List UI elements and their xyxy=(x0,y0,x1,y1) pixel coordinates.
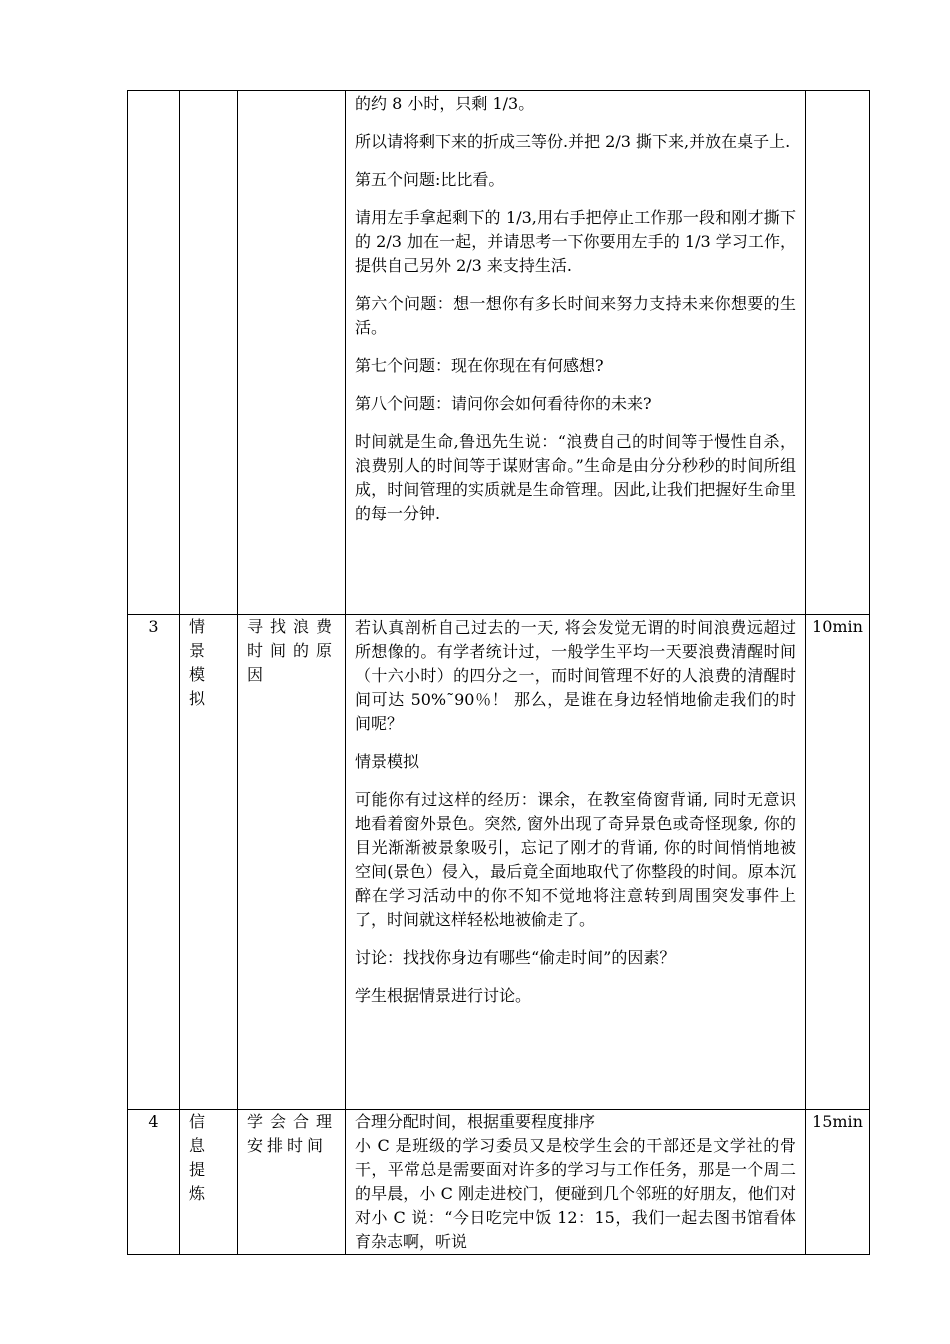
content-paragraph: 小 C 是班级的学习委员又是校学生会的干部还是文学社的骨干，平常总是需要面对许多的学习与工作任务，那是一个周二的早晨，小 C 刚走进校门，便碰到几个邻班的好朋友，他们对对小 C 说：“今日吃完中饭 12：15，我们一起去图书馆看体育杂志啊，听说 xyxy=(355,1136,796,1251)
step-time: 10min xyxy=(806,615,870,1110)
row-number: 3 xyxy=(128,615,180,1110)
content-paragraph: 时间就是生命,鲁迅先生说：“浪费自己的时间等于慢性自杀，浪费别人的时间等于谋财害命。”生命是由分分秒秒的时间所组成，时间管理的实质就是生命管理。因此,让我们把握好生命里的每一分钟. xyxy=(355,432,796,523)
step-goal: 寻找浪费时间的原因 xyxy=(238,615,346,1110)
content-paragraph: 所以请将剩下来的折成三等份.并把 2/3 撕下来,并放在桌子上. xyxy=(355,132,791,151)
table-row xyxy=(128,615,870,1110)
step-content xyxy=(346,1110,806,1255)
table-row xyxy=(128,91,870,615)
content-paragraph: 第六个问题：想一想你有多长时间来努力支持未来你想要的生活。 xyxy=(355,294,796,337)
content-paragraph: 第七个问题：现在你现在有何感想? xyxy=(355,356,604,375)
step-name: 情景模拟 xyxy=(180,615,238,1110)
row-number xyxy=(128,91,180,615)
content-paragraph: 请用左手拿起剩下的 1/3,用右手把停止工作那一段和刚才撕下的 2/3 加在一起，并请思考一下你要用左手的 1/3 学习工作，提供自己另外 2/3 来支持生活. xyxy=(355,208,796,275)
content-paragraph: 的约 8 小时，只剩 1/3。 xyxy=(355,94,535,113)
content-paragraph: 学生根据情景进行讨论。 xyxy=(355,986,532,1005)
content-paragraph: 情景模拟 xyxy=(355,752,420,771)
content-paragraph: 若认真剖析自己过去的一天, 将会发觉无谓的时间浪费远超过所想像的。有学者统计过，一般学生平均一天要浪费清醒时间（十六小时）的四分之一，而时间管理不好的人浪费的清醒时间可达 50%˜90％！ 那么，是谁在身边轻悄地偷走我们的时间呢？ xyxy=(355,618,796,733)
table-row xyxy=(128,1110,870,1255)
step-content xyxy=(346,91,806,615)
step-goal: 学会合理安排时间 xyxy=(238,1110,346,1255)
content-paragraph: 讨论：找找你身边有哪些“偷走时间”的因素？ xyxy=(355,948,676,967)
content-paragraph: 合理分配时间，根据重要程度排序 xyxy=(355,1112,596,1131)
step-time: 15min xyxy=(806,1110,870,1255)
content-paragraph: 第五个问题:比比看。 xyxy=(355,170,505,189)
content-paragraph: 第八个问题：请问你会如何看待你的未来? xyxy=(355,394,652,413)
step-name xyxy=(180,91,238,615)
step-goal xyxy=(238,91,346,615)
content-paragraph: 可能你有过这样的经历：课余，在教室倚窗背诵, 同时无意识地看着窗外景色。突然, 窗外出现了奇异景色或奇怪现象, 你的目光渐渐被景象吸引，忘记了刚才的背诵, 你的时间悄悄地被空间(景色）侵入，最后竟全面地取代了你整段的时间。原本沉醉在学习活动中的你不知不觉地将注意转到周围突发事件上了，时间就这样轻松地被偷走了。 xyxy=(355,790,796,929)
lesson-plan-table xyxy=(127,90,870,1255)
step-name: 信息提炼 xyxy=(180,1110,238,1255)
step-content xyxy=(346,615,806,1110)
row-number: 4 xyxy=(128,1110,180,1255)
step-time xyxy=(806,91,870,615)
